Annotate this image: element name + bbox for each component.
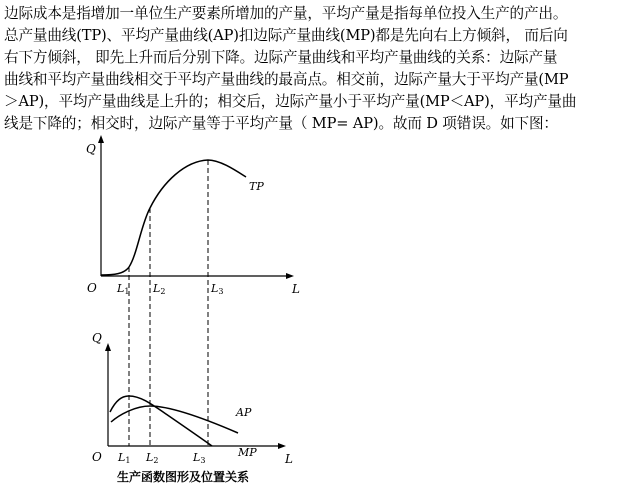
top-tick-label-l2: L2 xyxy=(153,282,166,296)
top-origin-label: O xyxy=(87,281,97,295)
tp-curve xyxy=(101,160,246,275)
figure-caption: 生产函数图形及位置关系 xyxy=(117,470,250,484)
bottom-tick-label-l1: L1 xyxy=(118,451,131,465)
bottom-y-axis-arrow xyxy=(105,343,111,351)
paragraph-line: 线是下降的；相交时，边际产量等于平均产量（ MP= AP)。故而 D 项错误。如下图： xyxy=(4,115,558,132)
mp-curve xyxy=(110,396,212,446)
bottom-chart xyxy=(92,331,293,466)
top-chart xyxy=(86,135,300,296)
bottom-x-axis-arrow xyxy=(278,443,286,449)
mp-curve-label: MP xyxy=(238,446,257,459)
top-y-axis-arrow xyxy=(98,135,104,143)
paragraph-line: ＞AP)，平均产量曲线是上升的；相交后，边际产量小于平均产量(MP＜AP)，平均产量曲 xyxy=(4,93,577,110)
ap-curve-label: AP xyxy=(236,406,252,419)
top-tick-label-l1: L1 xyxy=(117,282,130,296)
paragraph-line: 边际成本是指增加一单位生产要素所增加的产量，平均产量是指每单位投入生产的产出。 xyxy=(4,5,568,22)
top-x-axis-arrow xyxy=(286,273,294,279)
bottom-tick-label-l2: L2 xyxy=(146,451,159,465)
guide-lines xyxy=(129,160,208,446)
top-x-axis-label: L xyxy=(292,282,300,296)
bottom-tick-label-l3: L3 xyxy=(193,451,206,465)
bottom-y-axis-label: Q xyxy=(92,331,102,345)
paragraph-line: 曲线和平均产量曲线相交于平均产量曲线的最高点。相交前，边际产量大于平均产量(MP xyxy=(4,71,569,88)
bottom-origin-label: O xyxy=(92,450,102,464)
bottom-x-axis-label: L xyxy=(285,452,293,466)
top-y-axis-label: Q xyxy=(86,142,96,156)
paragraph-line: 右下方倾斜， 即先上升而后分别下降。边际产量曲线和平均产量曲线的关系：边际产量 xyxy=(4,49,558,66)
paragraph-line: 总产量曲线(TP)、平均产量曲线(AP)扣边际产量曲线(MP)都是先向右上方倾斜， 而后向 xyxy=(4,27,568,44)
tp-curve-label: TP xyxy=(249,180,264,193)
top-tick-label-l3: L3 xyxy=(211,282,224,296)
